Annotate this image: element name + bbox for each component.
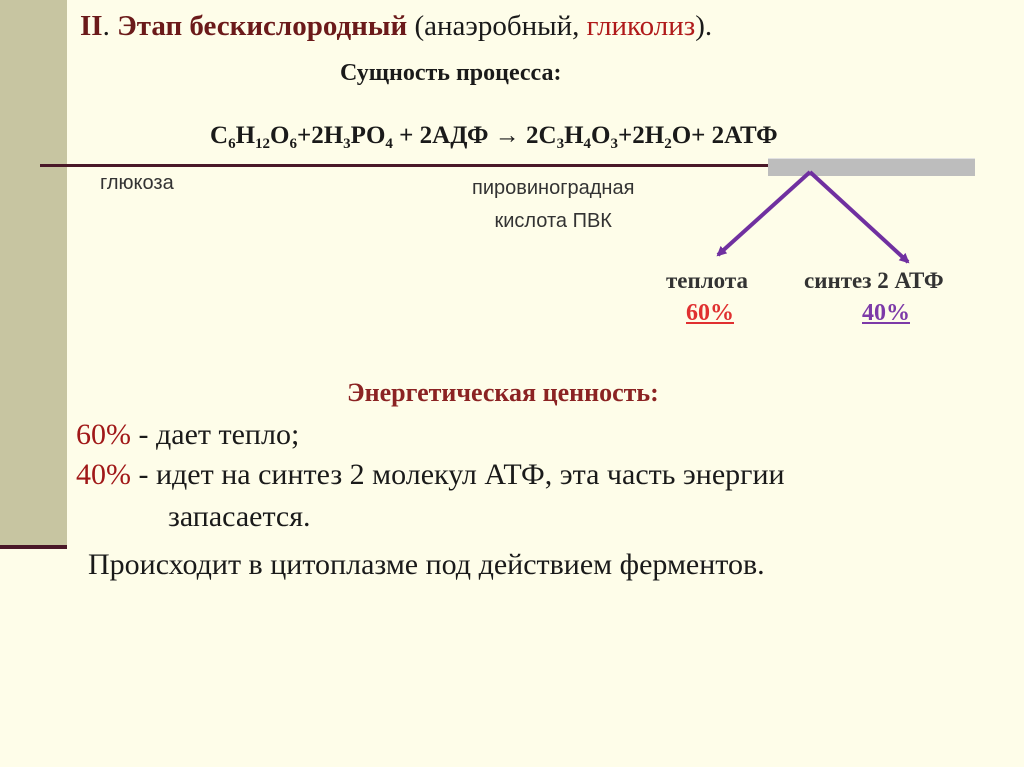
title-stage-name: Этап бескислородный: [117, 10, 408, 42]
eq-sub: 2: [664, 136, 672, 152]
energy-line-atp-text: - идет на синтез 2 молекул АТФ, эта часть энергии: [131, 458, 785, 491]
location-statement: Происходит в цитоплазме под действием ферментов.: [88, 548, 765, 581]
pvk-label-line2: кислота ПВК: [494, 210, 612, 232]
pvk-label-line1: пировиноградная: [472, 177, 635, 199]
energy-line-atp-pct: 40%: [76, 458, 131, 491]
title-glycolysis: гликолиз: [586, 10, 696, 42]
eq-part: O+ 2АТФ: [671, 122, 778, 149]
eq-part: C: [210, 122, 229, 149]
eq-sub: 3: [556, 136, 565, 152]
eq-part: + 2АДФ → 2C: [392, 122, 557, 149]
eq-sub: 3: [343, 136, 351, 152]
eq-part: +2H: [618, 122, 665, 149]
glucose-label: глюкоза: [100, 172, 174, 194]
eq-part: +2H: [296, 122, 344, 149]
eq-part: H: [564, 122, 584, 149]
energy-line-heat: [76, 418, 299, 452]
energy-line-stored: запасается.: [168, 500, 311, 533]
eq-sub: 4: [385, 136, 393, 152]
eq-sub: 12: [255, 136, 271, 152]
title-dot: .: [102, 10, 118, 42]
title-stage-number: II: [80, 10, 103, 42]
eq-part: H: [235, 122, 256, 149]
energy-line-heat-pct: 60%: [76, 418, 131, 451]
energy-line-atp: [76, 458, 785, 492]
heat-branch-label: теплота: [666, 268, 748, 293]
energy-value-heading: Энергетическая ценность:: [347, 378, 659, 407]
eq-sub: 6: [228, 136, 236, 152]
eq-sub: 6: [289, 136, 297, 152]
atp-percent: 40%: [862, 300, 910, 326]
arrow-to-atp: [810, 172, 908, 262]
energy-line-heat-text: - дает тепло;: [131, 418, 300, 451]
eq-part: PO: [350, 122, 386, 149]
atp-branch-label: синтез 2 АТФ: [804, 268, 944, 293]
arrow-to-heat: [718, 172, 810, 255]
eq-sub: 3: [610, 136, 618, 152]
title-paren-close: ).: [695, 10, 713, 42]
eq-part: O: [591, 122, 611, 149]
eq-sub: 4: [583, 136, 592, 152]
title-paren-open: (анаэробный,: [407, 10, 587, 42]
heat-percent: 60%: [686, 300, 734, 326]
process-essence-heading: Сущность процесса:: [340, 60, 562, 86]
eq-part: O: [270, 122, 290, 149]
